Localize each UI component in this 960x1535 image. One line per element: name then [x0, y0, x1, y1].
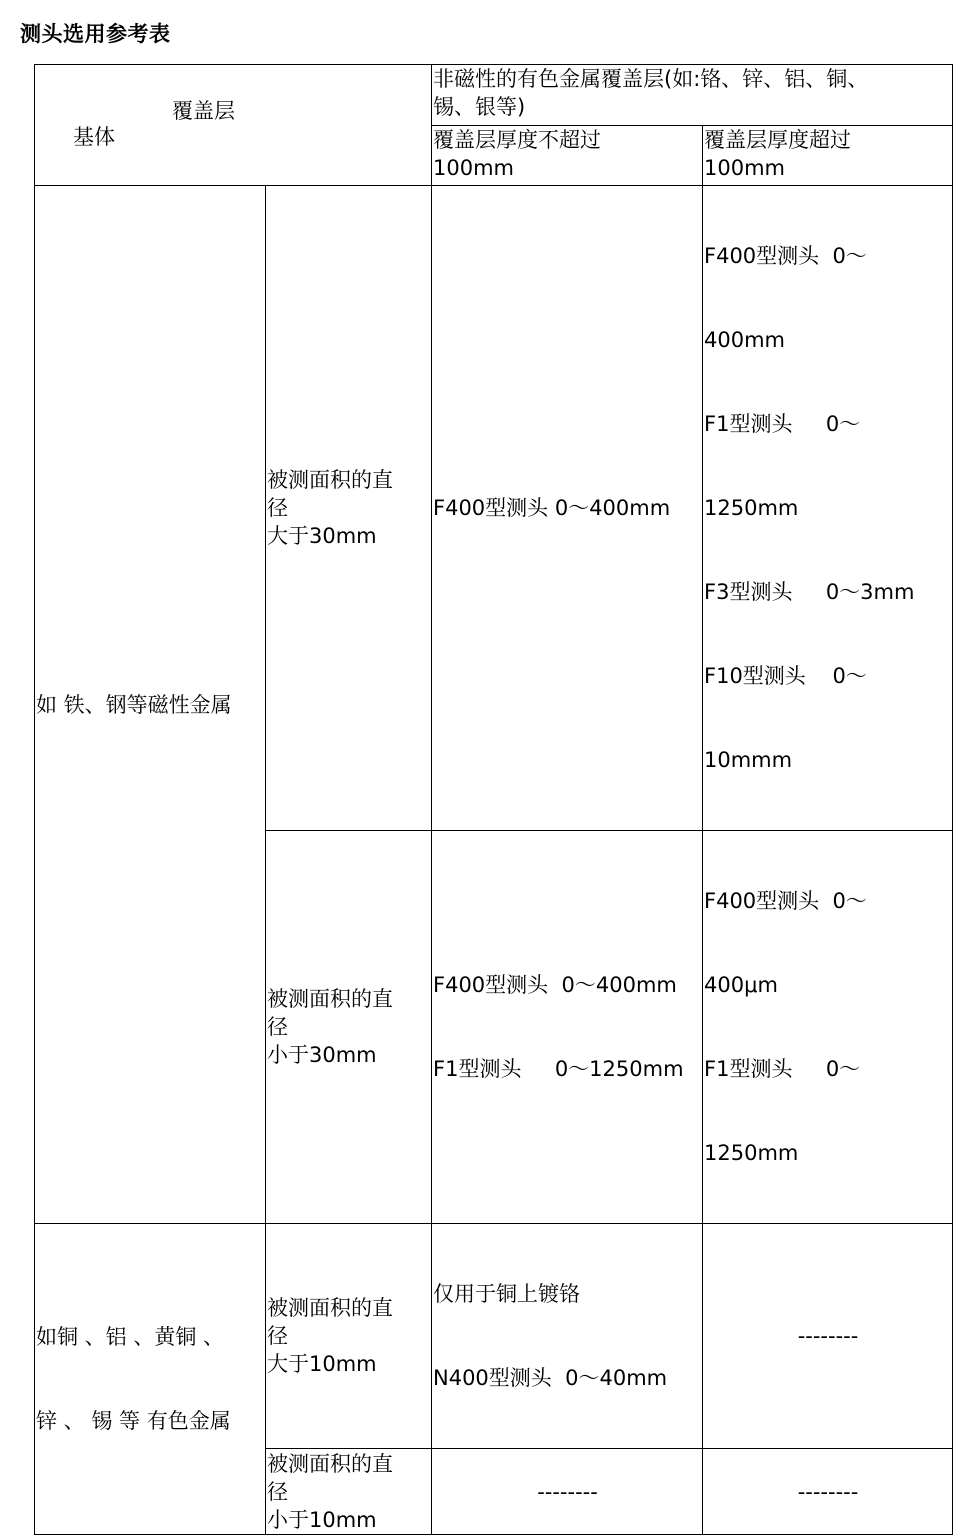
probe-cell — [432, 831, 703, 1224]
probe-line: 1250mm — [704, 496, 799, 520]
probe-line: 仅用于铜上镀铬 — [433, 1282, 580, 1306]
condition-cell — [266, 1449, 432, 1535]
probe-line: 10mmm — [704, 748, 793, 772]
probe-line: F1型测头 0～ — [704, 412, 861, 436]
substrate-magnetic-label: 如 铁、钢等磁性金属 — [35, 186, 266, 1224]
header-thickness-over — [703, 125, 953, 186]
condition-line: 被测面积的直 — [267, 1296, 393, 1320]
document-title: 测头选用参考表 — [20, 22, 171, 46]
empty-dash-cell: -------- — [703, 1449, 953, 1535]
probe-cell — [703, 186, 953, 831]
empty-dash-cell: -------- — [432, 1449, 703, 1535]
probe-line: N400型测头 0～40mm — [433, 1366, 668, 1390]
probe-line: 400mm — [704, 328, 785, 352]
condition-cell — [266, 1224, 432, 1449]
probe-line: 1250mm — [704, 1141, 799, 1165]
substrate-line: 锌 、 锡 等 有色金属 — [36, 1409, 231, 1433]
condition-cell — [266, 831, 432, 1224]
probe-cell — [432, 1224, 703, 1449]
condition-line: 被测面积的直 — [267, 1451, 393, 1476]
probe-line: F1型测头 0～1250mm — [433, 1057, 684, 1081]
condition-cell — [266, 186, 432, 831]
header-line: 锡、银等) — [433, 95, 526, 119]
header-line: 100mm — [433, 155, 514, 180]
condition-line: 大于30mm — [267, 524, 377, 548]
probe-line: F400型测头 0～ — [704, 244, 867, 268]
condition-line: 径 — [267, 1015, 288, 1039]
empty-dash-cell: -------- — [703, 1224, 953, 1449]
condition-line: 大于10mm — [267, 1352, 377, 1376]
header-line: 覆盖层厚度不超过 — [433, 127, 601, 152]
probe-line: F1型测头 0～ — [704, 1057, 861, 1081]
condition-line: 小于10mm — [267, 1507, 377, 1532]
probe-line: F400型测头 0～400mm — [433, 496, 671, 520]
corner-label-substrate: 基体 — [73, 125, 115, 149]
corner-label-coating: 覆盖层 — [172, 99, 235, 123]
probe-line: F400型测头 0～400mm — [433, 973, 677, 997]
condition-line: 径 — [267, 1479, 288, 1504]
corner-cell — [35, 65, 432, 186]
header-line: 覆盖层厚度超过 — [704, 127, 851, 152]
header-thickness-not-over — [432, 125, 703, 186]
condition-line: 被测面积的直 — [267, 987, 393, 1011]
probe-line: F3型测头 0～3mm — [704, 580, 915, 604]
condition-line: 径 — [267, 1324, 288, 1348]
probe-line: 400μm — [704, 973, 778, 997]
condition-line: 小于30mm — [267, 1043, 377, 1067]
probe-selection-table — [34, 64, 953, 1535]
header-line: 100mm — [704, 155, 785, 180]
probe-line: F10型测头 0～ — [704, 664, 867, 688]
substrate-line: 如铜 、铝 、黄铜 、 — [36, 1325, 225, 1349]
probe-cell — [432, 186, 703, 831]
condition-line: 被测面积的直 — [267, 468, 393, 492]
probe-cell — [703, 831, 953, 1224]
condition-line: 径 — [267, 496, 288, 520]
substrate-nonferrous-label — [35, 1224, 266, 1535]
probe-line: F400型测头 0～ — [704, 889, 867, 913]
header-line: 非磁性的有色金属覆盖层(如:铬、锌、铝、铜、 — [433, 67, 869, 91]
header-nonmagnetic-coating — [432, 65, 953, 126]
